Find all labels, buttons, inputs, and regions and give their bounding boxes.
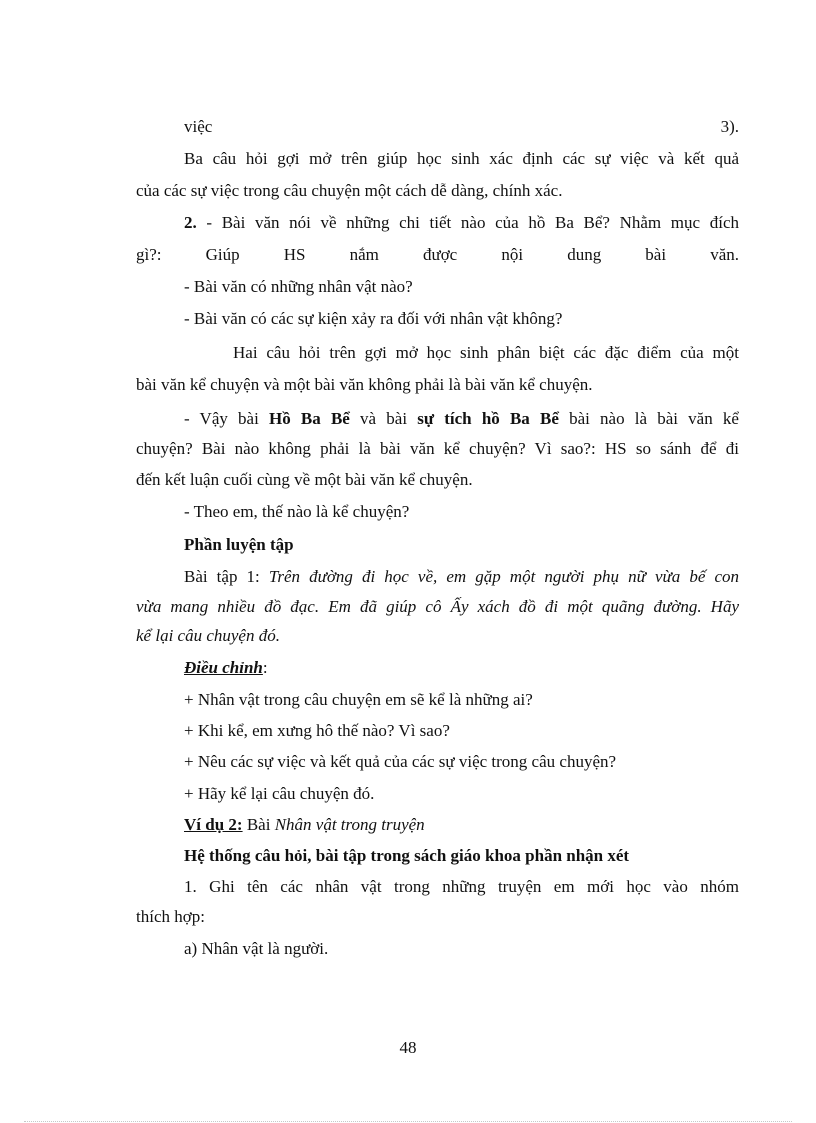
- paragraph-line: Ba câu hỏi gợi mở trên giúp học sinh xác định các sự việc và kết quả: [184, 149, 739, 168]
- paragraph-line: bài văn kể chuyện và một bài văn không phải là bài văn kể chuyện.: [136, 375, 593, 394]
- text-fragment: - Vậy bài: [184, 409, 270, 428]
- paragraph-line: vừa mang nhiều đồ đạc. Em đã giúp cô Ấy xách đồ đi một quãng đường. Hãy: [136, 597, 739, 616]
- paragraph-line: a) Nhân vật là người.: [184, 939, 329, 958]
- paragraph-line: 1. Ghi tên các nhân vật trong những truyện em mới học vào nhóm: [184, 877, 739, 896]
- section-heading: Phần luyện tập: [184, 535, 294, 554]
- exercise-text: Trên đường đi học về, em gặp một người phụ nữ vừa bế con: [268, 567, 739, 586]
- page-number: 48: [399, 1038, 417, 1057]
- text-fragment: Bài tập 1:: [184, 567, 269, 586]
- paragraph-line: thích hợp:: [136, 907, 205, 926]
- paragraph-line: [184, 657, 739, 679]
- lesson-title: Hồ Ba Bể: [269, 409, 350, 428]
- text-fragment: bài nào là bài văn kể: [558, 409, 739, 428]
- paragraph-line: đến kết luận cuối cùng về một bài văn kể chuyện.: [136, 470, 473, 489]
- paragraph-line: chuyện? Bài nào không phải là bài văn kể chuyện? Vì sao?: HS so sánh để đi: [136, 439, 739, 458]
- text-fragment: và bài: [349, 409, 418, 428]
- paragraph-line: [184, 566, 739, 588]
- example-label: Ví dụ 2:: [184, 815, 243, 834]
- section-heading: Hệ thống câu hỏi, bài tập trong sách giáo khoa phần nhận xét: [184, 846, 630, 865]
- list-item: + Nhân vật trong câu chuyện em sẽ kể là những ai?: [184, 690, 533, 709]
- text-fragment: :: [262, 658, 268, 677]
- paragraph-line: [184, 212, 739, 234]
- paragraph-line: - Bài văn có các sự kiện xảy ra đối với nhân vật không?: [184, 309, 563, 328]
- page-bottom-border: [24, 1121, 792, 1122]
- paragraph-line: - Bài văn có những nhân vật nào?: [184, 277, 413, 296]
- paragraph-line: kể lại câu chuyện đó.: [136, 626, 280, 645]
- text-fragment: 3).: [720, 117, 739, 136]
- lesson-title: Nhân vật trong truyện: [274, 815, 425, 834]
- paragraph-line: [184, 814, 739, 836]
- paragraph-line: của các sự việc trong câu chuyện một cách dễ dàng, chính xác.: [136, 181, 563, 200]
- lesson-title: sự tích hồ Ba Bể: [417, 409, 559, 428]
- list-item: + Nêu các sự việc và kết quả của các sự việc trong câu chuyện?: [184, 752, 617, 771]
- paragraph-line: [184, 408, 739, 430]
- paragraph-line: [184, 116, 739, 138]
- text-fragment: - Bài văn nói về những chi tiết nào của hồ Ba Bể? Nhằm mục đích: [196, 213, 739, 232]
- list-item: + Hãy kể lại câu chuyện đó.: [184, 784, 375, 803]
- paragraph-line: Hai câu hỏi trên gợi mở học sinh phân biệt các đặc điểm của một: [233, 343, 739, 362]
- text-fragment: Bài: [242, 815, 275, 834]
- list-item: + Khi kể, em xưng hô thế nào? Vì sao?: [184, 721, 450, 740]
- section-label: Điều chỉnh: [184, 658, 263, 677]
- item-number: 2.: [184, 213, 197, 232]
- paragraph-line: gì?: Giúp HS nắm được nội dung bài văn.: [136, 245, 739, 264]
- text-fragment: việc: [184, 117, 213, 136]
- paragraph-line: - Theo em, thế nào là kể chuyện?: [184, 502, 410, 521]
